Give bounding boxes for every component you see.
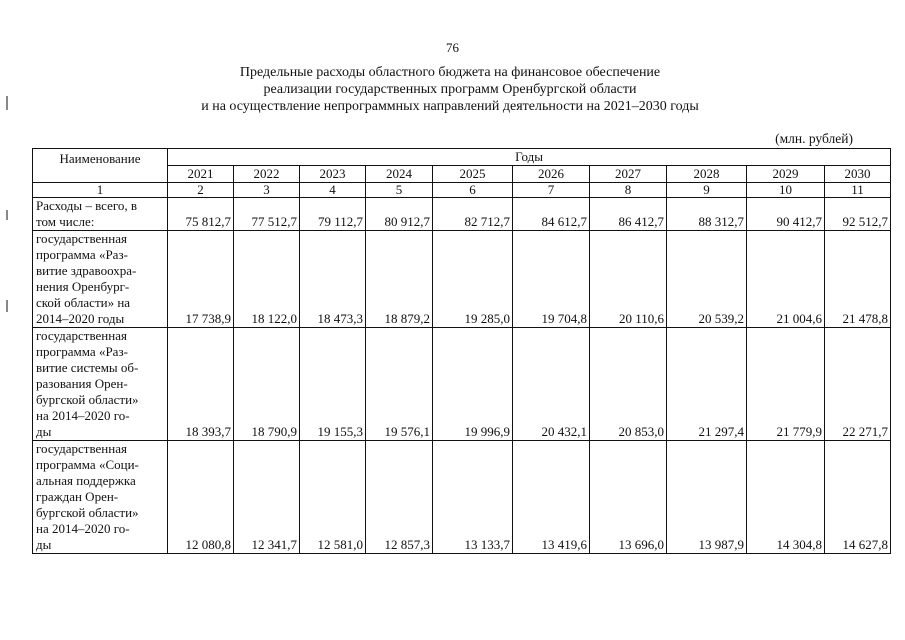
row-name-line: на 2014–2020 го-	[36, 408, 130, 423]
column-number-cell: 1	[33, 183, 168, 198]
row-name-line: на 2014–2020 го-	[36, 521, 130, 536]
value-cell: 18 393,7	[168, 328, 234, 441]
value-cell: 19 285,0	[433, 231, 513, 328]
value-cell: 19 704,8	[513, 231, 590, 328]
value-cell: 18 122,0	[234, 231, 300, 328]
row-name-line: бургской области»	[36, 392, 139, 407]
column-number-cell: 4	[300, 183, 366, 198]
row-name-line: ды	[36, 424, 52, 439]
row-name-line: витие системы об-	[36, 360, 139, 375]
value-cell: 20 432,1	[513, 328, 590, 441]
document-title	[100, 64, 800, 115]
column-number-cell: 9	[667, 183, 747, 198]
column-number-cell: 3	[234, 183, 300, 198]
value-cell: 19 155,3	[300, 328, 366, 441]
value-cell: 12 857,3	[366, 441, 433, 554]
value-cell: 18 790,9	[234, 328, 300, 441]
value-cell: 84 612,7	[513, 198, 590, 231]
value-cell: 12 581,0	[300, 441, 366, 554]
row-name-line: том числе:	[36, 214, 95, 229]
value-cell: 80 912,7	[366, 198, 433, 231]
years-header: Годы	[168, 149, 891, 166]
value-cell: 77 512,7	[234, 198, 300, 231]
title-line: реализации государственных программ Оренбургской области	[263, 82, 637, 97]
row-name-line: нения Оренбург-	[36, 279, 130, 294]
scan-edge-mark	[6, 210, 8, 220]
column-number-cell: 7	[513, 183, 590, 198]
year-header-cell: 2028	[667, 166, 747, 183]
value-cell: 20 539,2	[667, 231, 747, 328]
row-name-line: витие здравоохра-	[36, 263, 137, 278]
row-name-cell	[33, 198, 168, 231]
row-name-line: 2014–2020 годы	[36, 311, 125, 326]
row-name-cell	[33, 231, 168, 328]
value-cell: 13 419,6	[513, 441, 590, 554]
row-name-line: программа «Раз-	[36, 344, 128, 359]
value-cell: 18 879,2	[366, 231, 433, 328]
year-header-cell: 2029	[747, 166, 825, 183]
value-cell: 13 987,9	[667, 441, 747, 554]
row-name-line: Расходы – всего, в	[36, 198, 137, 213]
value-cell: 19 576,1	[366, 328, 433, 441]
value-cell: 20 853,0	[590, 328, 667, 441]
year-header-cell: 2024	[366, 166, 433, 183]
row-name-cell	[33, 328, 168, 441]
row-name-line: государственная	[36, 328, 127, 343]
column-number-row	[33, 183, 891, 198]
value-cell: 20 110,6	[590, 231, 667, 328]
value-cell: 17 738,9	[168, 231, 234, 328]
value-cell: 18 473,3	[300, 231, 366, 328]
name-column-header: Наименование	[33, 149, 168, 183]
value-cell: 13 133,7	[433, 441, 513, 554]
column-number-cell: 5	[366, 183, 433, 198]
value-cell: 92 512,7	[825, 198, 891, 231]
row-name-line: государственная	[36, 441, 127, 456]
value-cell: 14 627,8	[825, 441, 891, 554]
value-cell: 19 996,9	[433, 328, 513, 441]
value-cell: 21 779,9	[747, 328, 825, 441]
value-cell: 12 080,8	[168, 441, 234, 554]
scan-edge-mark	[6, 96, 8, 110]
column-number-cell: 6	[433, 183, 513, 198]
scan-edge-mark	[6, 300, 8, 312]
row-name-line: ды	[36, 537, 52, 552]
column-number-cell: 10	[747, 183, 825, 198]
value-cell: 21 478,8	[825, 231, 891, 328]
table-row	[33, 328, 891, 441]
value-cell: 90 412,7	[747, 198, 825, 231]
row-name-line: бургской области»	[36, 505, 139, 520]
year-header-cell: 2030	[825, 166, 891, 183]
value-cell: 82 712,7	[433, 198, 513, 231]
row-name-line: разования Орен-	[36, 376, 128, 391]
column-number-cell: 8	[590, 183, 667, 198]
year-header-cell: 2025	[433, 166, 513, 183]
row-name-line: ской области» на	[36, 295, 131, 310]
title-line: и на осуществление непрограммных направлений деятельности на 2021–2030 годы	[201, 99, 699, 114]
table-row	[33, 231, 891, 328]
value-cell: 21 004,6	[747, 231, 825, 328]
value-cell: 75 812,7	[168, 198, 234, 231]
row-name-line: граждан Орен-	[36, 489, 119, 504]
row-name-line: государственная	[36, 231, 127, 246]
budget-table	[32, 148, 891, 554]
value-cell: 88 312,7	[667, 198, 747, 231]
year-header-cell: 2022	[234, 166, 300, 183]
table-row	[33, 198, 891, 231]
page-number: 76	[446, 40, 459, 55]
value-cell: 79 112,7	[300, 198, 366, 231]
table-row	[33, 441, 891, 554]
value-cell: 86 412,7	[590, 198, 667, 231]
value-cell: 22 271,7	[825, 328, 891, 441]
year-header-cell: 2027	[590, 166, 667, 183]
value-cell: 13 696,0	[590, 441, 667, 554]
year-header-cell: 2021	[168, 166, 234, 183]
row-name-line: альная поддержка	[36, 473, 136, 488]
value-cell: 14 304,8	[747, 441, 825, 554]
row-name-line: программа «Раз-	[36, 247, 128, 262]
row-name-line: программа «Соци-	[36, 457, 139, 472]
year-header-cell: 2023	[300, 166, 366, 183]
year-header-cell: 2026	[513, 166, 590, 183]
title-line: Предельные расходы областного бюджета на финансовое обеспечение	[239, 65, 661, 80]
row-name-cell	[33, 441, 168, 554]
units-label: (млн. рублей)	[775, 131, 853, 146]
value-cell: 12 341,7	[234, 441, 300, 554]
column-number-cell: 11	[825, 183, 891, 198]
column-number-cell: 2	[168, 183, 234, 198]
value-cell: 21 297,4	[667, 328, 747, 441]
